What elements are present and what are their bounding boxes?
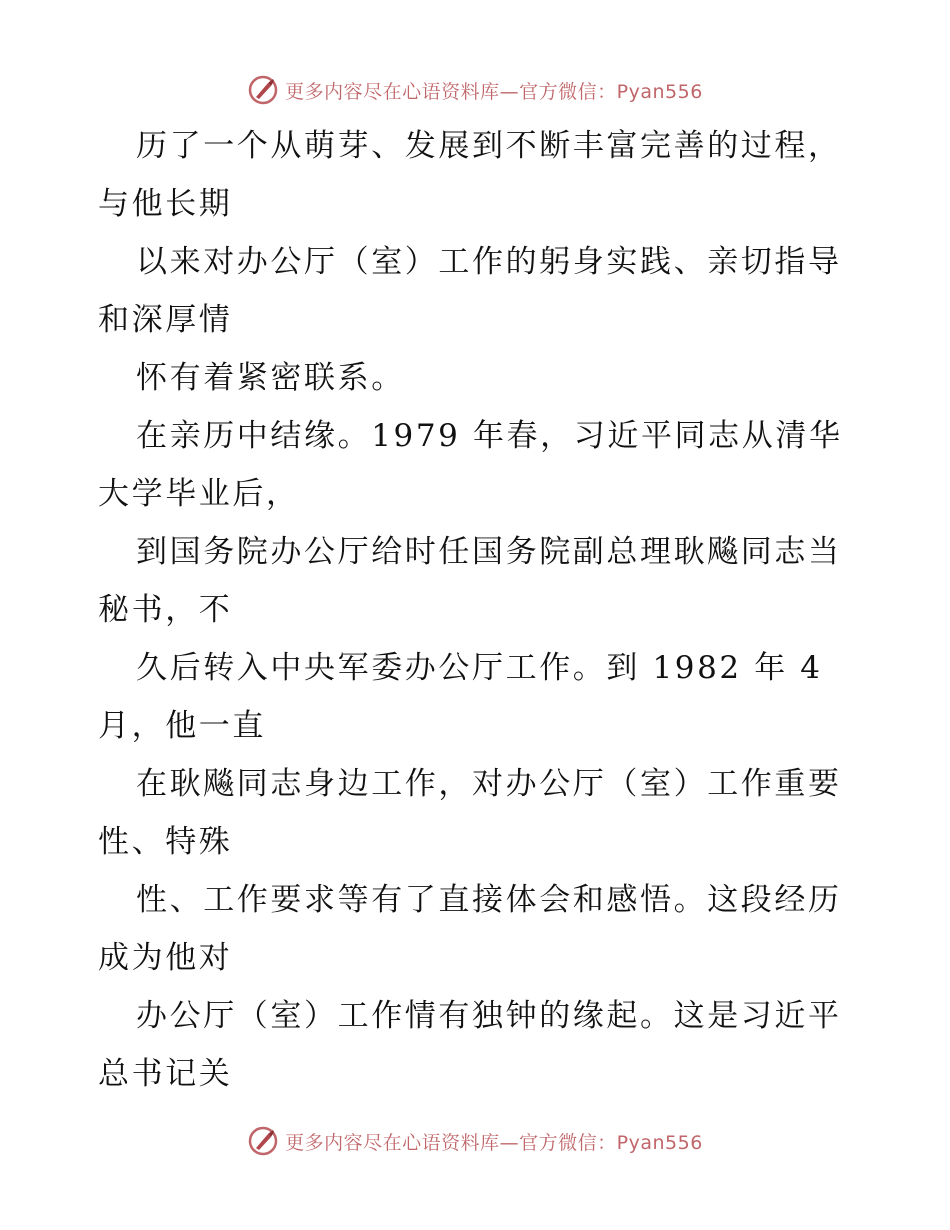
footer-watermark-text: 更多内容尽在心语资料库—官方微信：Pyan556 — [285, 1131, 703, 1154]
text-line: 办公厅（室）工作情有独钟的缘起。这是习近平 — [136, 998, 842, 1034]
text-line: 成为他对 — [98, 940, 233, 976]
text-line: 总书记关 — [98, 1056, 233, 1092]
text-line: 到国务院办公厅给时任国务院副总理耿飚同志当 — [136, 534, 842, 570]
paragraph — [98, 233, 858, 349]
text-line: 以来对办公厅（室）工作的躬身实践、亲切指导 — [136, 244, 842, 280]
paragraph — [98, 407, 858, 523]
text-line: 历了一个从萌芽、发展到不断丰富完善的过程， — [136, 128, 842, 164]
text-line: 和深厚情 — [98, 302, 233, 338]
text-line: 在亲历中结缘。1979 年春，习近平同志从清华 — [136, 418, 843, 454]
text-line: 在耿飚同志身边工作，对办公厅（室）工作重要 — [136, 766, 842, 802]
paragraph — [98, 755, 858, 871]
header-watermark — [0, 70, 950, 110]
header-watermark-text: 更多内容尽在心语资料库—官方微信：Pyan556 — [285, 80, 703, 103]
paragraph — [98, 987, 858, 1103]
text-line: 性、特殊 — [98, 824, 233, 860]
text-line: 性、工作要求等有了直接体会和感悟。这段经历 — [136, 882, 842, 918]
text-line: 秘书，不 — [98, 592, 233, 628]
paragraph — [98, 349, 858, 407]
document-body — [98, 117, 858, 1103]
text-line: 怀有着紧密联系。 — [136, 360, 405, 396]
paragraph — [98, 523, 858, 639]
text-line: 月，他一直 — [98, 708, 266, 744]
text-line: 久后转入中央军委办公厅工作。到 1982 年 4 — [136, 650, 823, 686]
text-line: 大学毕业后， — [98, 476, 300, 512]
quill-seal-icon — [247, 74, 279, 106]
quill-seal-icon — [247, 1125, 279, 1157]
paragraph — [98, 871, 858, 987]
text-line: 与他长期 — [98, 186, 233, 222]
paragraph — [98, 117, 858, 233]
footer-watermark — [0, 1121, 950, 1161]
paragraph — [98, 639, 858, 755]
